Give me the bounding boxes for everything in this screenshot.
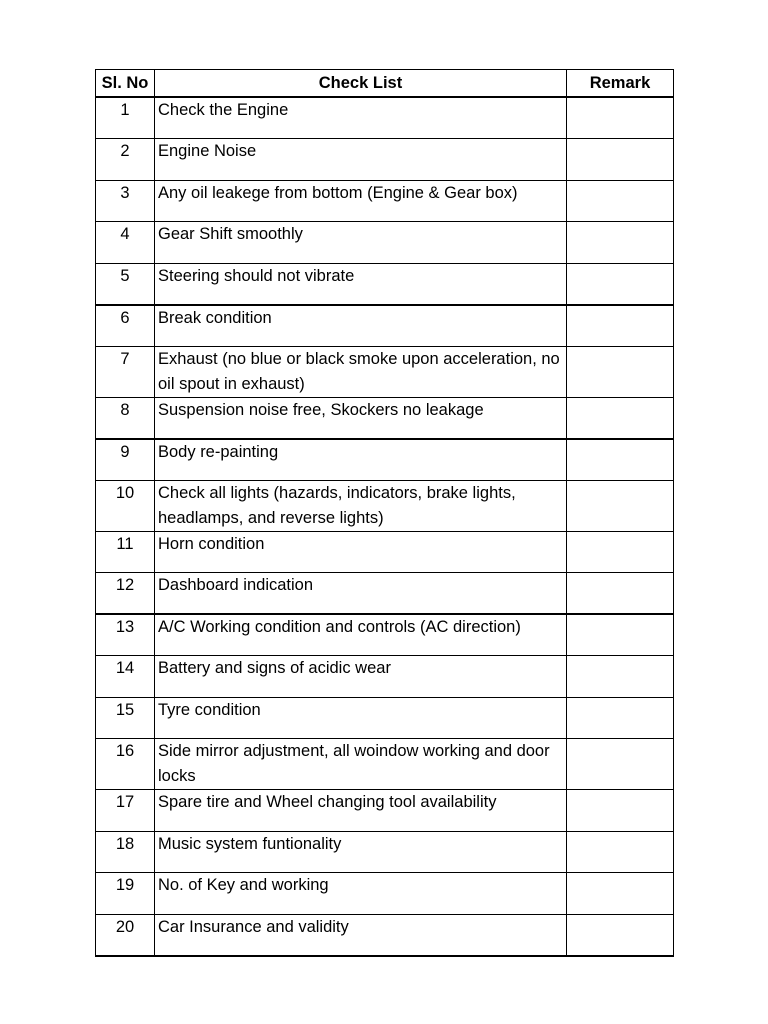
table-row (96, 97, 674, 139)
remark-cell[interactable] (567, 656, 674, 698)
table-row (96, 346, 674, 397)
check-item (155, 480, 567, 531)
check-item-text: Suspension noise free, Skockers no leakage (158, 400, 484, 419)
check-item-text: Battery and signs of acidic wear (158, 659, 391, 677)
check-item (155, 439, 567, 481)
row-number: 19 (96, 873, 155, 915)
check-item-text: Any oil leakege from bottom (Engine & Gear box) (158, 183, 518, 202)
row-number: 16 (96, 739, 155, 790)
table-row (96, 397, 674, 439)
table-row (96, 831, 674, 873)
check-item-text: Check all lights (hazards, indicators, brake lights, headlamps, and reverse lights) (158, 483, 516, 527)
row-number: 6 (96, 305, 155, 347)
row-number: 20 (96, 914, 155, 956)
remark-cell[interactable] (567, 614, 674, 656)
row-number: 13 (96, 614, 155, 656)
remark-cell[interactable] (567, 739, 674, 790)
check-item (155, 873, 567, 915)
remark-cell[interactable] (567, 97, 674, 139)
check-item (155, 97, 567, 139)
checklist-sheet (95, 69, 673, 957)
check-item (155, 222, 567, 264)
header-check-list: Check List (155, 70, 567, 98)
remark-cell[interactable] (567, 439, 674, 481)
row-number: 4 (96, 222, 155, 264)
table-row (96, 873, 674, 915)
table-row (96, 222, 674, 264)
remark-cell[interactable] (567, 831, 674, 873)
checklist-body (96, 97, 674, 956)
check-item (155, 305, 567, 347)
check-item-text: Steering should not vibrate (158, 266, 355, 285)
check-item (155, 180, 567, 222)
check-item (155, 739, 567, 790)
table-row (96, 263, 674, 305)
row-number: 15 (96, 697, 155, 739)
check-item-text: No. of Key and working (158, 876, 329, 894)
row-number: 12 (96, 573, 155, 615)
checklist-table (95, 69, 674, 957)
check-item (155, 531, 567, 573)
remark-cell[interactable] (567, 222, 674, 264)
check-item-text: Music system funtionality (158, 834, 342, 853)
remark-cell[interactable] (567, 697, 674, 739)
remark-cell[interactable] (567, 531, 674, 573)
remark-cell[interactable] (567, 397, 674, 439)
remark-cell[interactable] (567, 914, 674, 956)
header-sl-no: Sl. No (96, 70, 155, 98)
row-number: 3 (96, 180, 155, 222)
check-item-text: Tyre condition (158, 700, 261, 719)
check-item (155, 831, 567, 873)
check-item-text: Body re-painting (158, 442, 279, 461)
table-row (96, 656, 674, 698)
check-item-text: Horn condition (158, 534, 265, 553)
check-item (155, 573, 567, 615)
row-number: 5 (96, 263, 155, 305)
row-number: 1 (96, 97, 155, 139)
table-row (96, 914, 674, 956)
remark-cell[interactable] (567, 263, 674, 305)
table-row (96, 531, 674, 573)
check-item-text: Break condition (158, 308, 272, 327)
check-item-text: Side mirror adjustment, all woindow working and door locks (158, 742, 550, 785)
check-item-text: Spare tire and Wheel changing tool availability (158, 793, 497, 811)
remark-cell[interactable] (567, 573, 674, 615)
remark-cell[interactable] (567, 790, 674, 832)
header-remark: Remark (567, 70, 674, 98)
check-item-text: A/C Working condition and controls (AC direction) (158, 618, 521, 636)
check-item (155, 914, 567, 956)
check-item (155, 656, 567, 698)
row-number: 17 (96, 790, 155, 832)
row-number: 11 (96, 531, 155, 573)
header-row (96, 70, 674, 98)
check-item-text: Car Insurance and validity (158, 917, 349, 936)
check-item (155, 397, 567, 439)
check-item (155, 790, 567, 832)
check-item (155, 139, 567, 181)
table-row (96, 439, 674, 481)
row-number: 7 (96, 346, 155, 397)
table-row (96, 790, 674, 832)
row-number: 18 (96, 831, 155, 873)
remark-cell[interactable] (567, 346, 674, 397)
check-item-text: Exhaust (no blue or black smoke upon acceleration, no oil spout in exhaust) (158, 349, 560, 393)
check-item-text: Check the Engine (158, 101, 289, 119)
row-number: 9 (96, 439, 155, 481)
table-row (96, 480, 674, 531)
remark-cell[interactable] (567, 139, 674, 181)
table-row (96, 614, 674, 656)
row-number: 2 (96, 139, 155, 181)
remark-cell[interactable] (567, 180, 674, 222)
row-number: 10 (96, 480, 155, 531)
check-item-text: Dashboard indication (158, 576, 314, 594)
table-row (96, 697, 674, 739)
check-item (155, 614, 567, 656)
table-row (96, 180, 674, 222)
check-item-text: Engine Noise (158, 142, 257, 160)
check-item (155, 346, 567, 397)
table-row (96, 739, 674, 790)
remark-cell[interactable] (567, 305, 674, 347)
table-row (96, 139, 674, 181)
check-item-text: Gear Shift smoothly (158, 225, 303, 243)
table-row (96, 573, 674, 615)
remark-cell[interactable] (567, 873, 674, 915)
check-item (155, 697, 567, 739)
remark-cell[interactable] (567, 480, 674, 531)
table-row (96, 305, 674, 347)
check-item (155, 263, 567, 305)
row-number: 8 (96, 397, 155, 439)
row-number: 14 (96, 656, 155, 698)
